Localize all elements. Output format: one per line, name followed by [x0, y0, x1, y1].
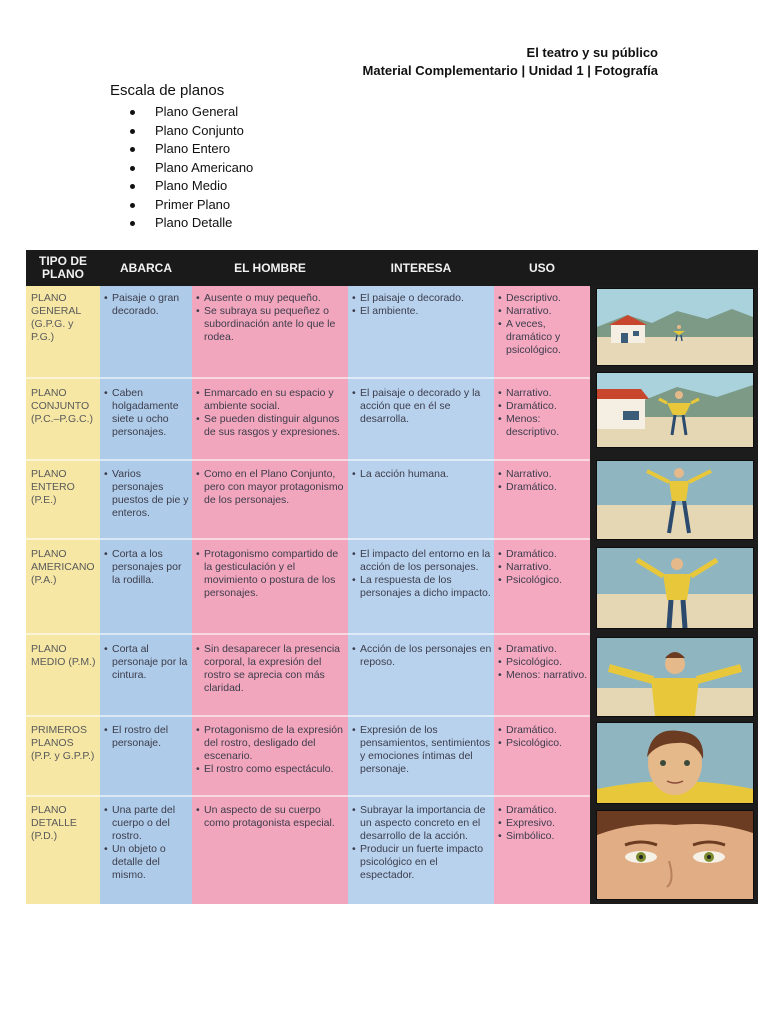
table-cell: • Narrativo. • Dramático.	[498, 468, 588, 494]
row-divider	[26, 633, 590, 635]
table-cell: • Subrayar la importancia de un aspecto concreto en el desarrollo de la acción. • Producir un fuerte impacto psicológico en el espectador.	[352, 804, 492, 882]
table-row-name: PRIMEROS PLANOS (P.P. y G.P.P.)	[31, 724, 95, 762]
table-row-name: PLANO MEDIO (P.M.)	[31, 643, 96, 668]
list-item: Plano General	[130, 103, 253, 122]
table-cell: • Una parte del cuerpo o del rostro. • Un objeto o detalle del mismo.	[104, 804, 190, 882]
table-cell: • Varios personajes puestos de pie y enteros.	[104, 468, 190, 520]
list-item: Plano Americano	[130, 159, 253, 178]
row-divider	[26, 538, 590, 540]
list-item: Plano Detalle	[130, 214, 253, 233]
table-row-name: PLANO DETALLE (P.D.)	[31, 804, 77, 842]
table-row-name: PLANO GENERAL (G.P.G. y P.G.)	[31, 292, 81, 343]
header-uso: USO	[528, 260, 555, 275]
close-up-illustration	[596, 722, 754, 804]
table-cell: • Dramático. • Expresivo. • Simbólico.	[498, 804, 588, 843]
header-abarca: ABARCA	[120, 260, 172, 275]
list-item: Primer Plano	[130, 196, 253, 215]
table-cell: • El rostro del personaje.	[104, 724, 190, 750]
table-cell: • Sin desaparecer la presencia corporal, la expresión del rostro se aprecia con más claridad.	[196, 643, 346, 695]
table-cell: • Paisaje o gran decorado.	[104, 292, 190, 318]
table-cell: • Dramático. • Psicológico.	[498, 724, 588, 750]
table-cell: • Protagonismo compartido de la gesticulación y el movimiento o postura de los personajes.	[196, 548, 346, 600]
table-cell: • Corta al personaje por la cintura.	[104, 643, 190, 682]
table-row-name: PLANO CONJUNTO (P.C.–P.G.C.)	[31, 387, 94, 425]
list-item: Plano Medio	[130, 177, 253, 196]
row-divider	[26, 377, 590, 379]
header-title: El teatro y su público	[526, 45, 658, 60]
list-title: Escala de planos	[110, 82, 225, 99]
shot-scale-list	[130, 103, 253, 233]
table-cell: • Corta a los personajes por la rodilla.	[104, 548, 190, 587]
table-cell: • El impacto del entorno en la acción de los personajes. • La respuesta de los personajes a dicho impacto.	[352, 548, 492, 600]
table-cell: • Ausente o muy pequeño. • Se subraya su pequeñez o subordinación ante lo que le rodea.	[196, 292, 346, 344]
list-item: Plano Conjunto	[130, 122, 253, 141]
list-item: Plano Entero	[130, 140, 253, 159]
table-cell: • Expresión de los pensamientos, sentimientos y emociones íntimas del personaje.	[352, 724, 492, 776]
table-cell: • Acción de los personajes en reposo.	[352, 643, 492, 669]
table-cell: • Un aspecto de su cuerpo como protagonista especial.	[196, 804, 346, 830]
table-row-name: PLANO ENTERO (P.E.)	[31, 468, 75, 506]
row-divider	[26, 459, 590, 461]
full-group-shot-illustration	[596, 372, 754, 448]
medium-shot-illustration	[596, 637, 754, 717]
header-subtitle: Material Complementario | Unidad 1 | Fotografía	[362, 63, 658, 78]
american-shot-illustration	[596, 547, 754, 629]
general-shot-illustration	[596, 288, 754, 366]
row-divider	[26, 795, 590, 797]
full-shot-illustration	[596, 460, 754, 540]
table-header	[26, 250, 590, 286]
detail-shot-illustration	[596, 810, 754, 900]
table-cell: • Dramático. • Narrativo. • Psicológico.	[498, 548, 588, 587]
table-cell: • Protagonismo de la expresión del rostro, desligado del escenario. • El rostro como espectáculo.	[196, 724, 346, 776]
table-cell: • Descriptivo. • Narrativo. • A veces, dramático y psicológico.	[498, 292, 588, 357]
header-tipo: TIPO DE PLANO	[38, 254, 87, 281]
row-divider	[26, 715, 590, 717]
shot-scale-table	[26, 250, 758, 904]
table-row-name: PLANO AMERICANO (P.A.)	[31, 548, 95, 586]
table-cell: • El paisaje o decorado. • El ambiente.	[352, 292, 492, 318]
table-cell: • El paisaje o decorado y la acción que en él se desarrolla.	[352, 387, 492, 426]
table-cell: • Como en el Plano Conjunto, pero con mayor protagonismo de los personajes.	[196, 468, 346, 507]
table-cell: • Narrativo. • Dramático. • Menos: descriptivo.	[498, 387, 588, 439]
table-cell: • Caben holgadamente siete u ocho personajes.	[104, 387, 190, 439]
header-interesa: INTERESA	[390, 260, 452, 275]
header-hombre: EL HOMBRE	[234, 260, 306, 275]
table-cell: • Enmarcado en su espacio y ambiente social. • Se pueden distinguir algunos de sus rasgos y expresiones.	[196, 387, 346, 439]
table-cell: • La acción humana.	[352, 468, 492, 481]
table-cell: • Dramativo. • Psicológico. • Menos: narrativo.	[498, 643, 588, 682]
